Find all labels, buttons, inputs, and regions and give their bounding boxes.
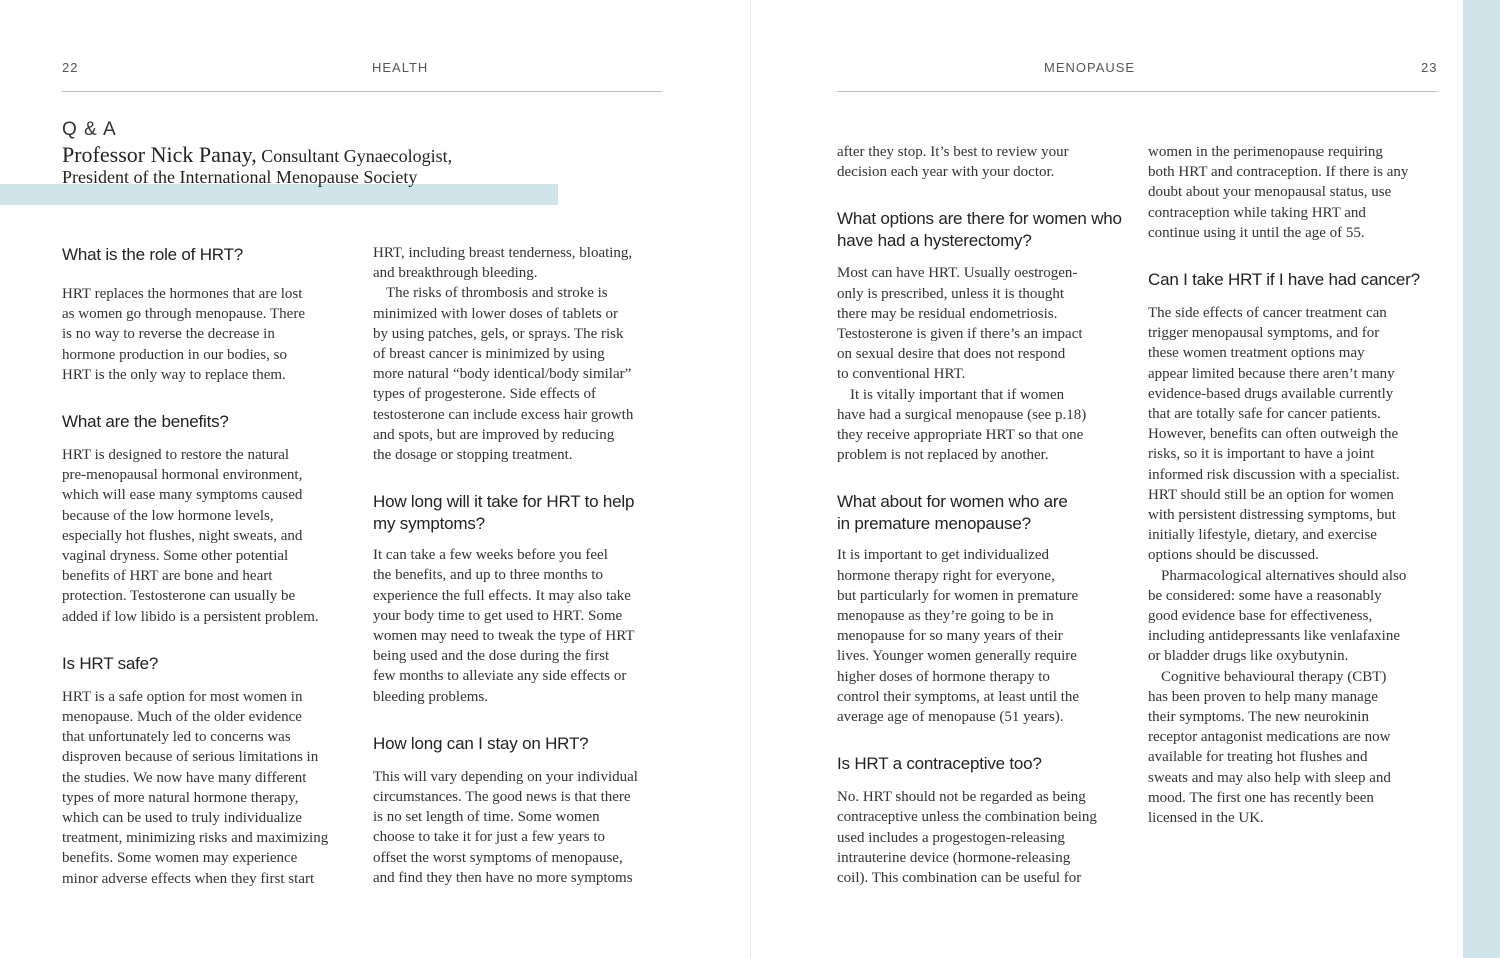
answer-paragraph: women in the perimenopause requiring both HRT and contraception. If there is any doubt about your menopausal status, use contraception while taking HRT and continue using it until the age of 55.	[1148, 144, 1409, 241]
interviewee-role: Consultant Gynaecologist,	[256, 146, 453, 166]
qa-label: Q & A	[62, 119, 117, 140]
question-heading: How long can I stay on HRT?	[373, 733, 589, 753]
answer-paragraph: Pharmacological alternatives should also be considered: some have a reasonably good evidence base for effectiveness, including antidepressants like venlafaxine or bladder drugs like oxybutynin.	[1148, 567, 1407, 665]
answer-paragraph: The side effects of cancer treatment can trigger menopausal symptoms, and for these women treatment options may appear limited because there aren’t many evidence-based drugs available currently that are totally safe for cancer patients. However, benefits can often outweigh the risks, so it is important to have a joint informed risk discussion with a specialist. HRT should still be an option for women with persistent distressing symptoms, but initially lifestyle, dietary, and exercise options should be discussed.	[1148, 305, 1400, 564]
left-header-rule	[62, 91, 662, 92]
question-heading: Is HRT safe?	[62, 653, 159, 673]
question-heading: What options are there for women who have had a hysterectomy?	[837, 209, 1122, 251]
answer-paragraph: The risks of thrombosis and stroke is minimized with lower doses of tablets or by using patches, gels, or sprays. The risk of breast cancer is minimized by using more natural “body identical/body similar” types of progesterone. Side effects of testosterone can include excess hair growth and spots, but are improved by reducing the dosage or stopping treatment.	[373, 285, 634, 464]
interviewee-line	[62, 142, 452, 168]
column-2	[373, 243, 673, 888]
column-1	[62, 244, 362, 889]
right-running-head: MENOPAUSE	[1044, 60, 1136, 75]
answer-paragraph: HRT replaces the hormones that are lost as women go through menopause. There is no way to reverse the decrease in hormone production in our bodies, so HRT is the only way to replace them.	[62, 286, 305, 383]
question-heading: What are the benefits?	[62, 412, 229, 432]
question-heading: How long will it take for HRT to help my symptoms?	[373, 492, 635, 534]
column-3	[837, 142, 1137, 888]
question-heading: What about for women who are in premature menopause?	[837, 492, 1068, 534]
answer-paragraph: Most can have HRT. Usually oestrogen- only is prescribed, unless it is thought there may be residual endometriosis. Testosterone is given if there’s an impact on sexual desire that does not respond to conventional HRT.	[837, 265, 1083, 383]
answer-paragraph: No. HRT should not be regarded as being contraceptive unless the combination being used includes a progestogen-releasing intrauterine device (hormone-releasing coil). This combination can be useful for	[837, 789, 1097, 887]
answer-paragraph: It is important to get individualized hormone therapy right for everyone, but particularly for women in premature menopause as they’re going to be in menopause for so many years of their lives. Younger women generally require higher doses of hormone therapy to control their symptoms, at least until the average age of menopause (51 years).	[837, 547, 1080, 726]
answer-paragraph: It is vitally important that if women have had a surgical menopause (see p.18) they receive appropriate HRT so that one problem is not replaced by another.	[837, 386, 1087, 464]
answer-paragraph: HRT is designed to restore the natural pre-menopausal hormonal environment, which will ease many symptoms caused because of the low hormone levels, especially hot flushes, night sweats, and vaginal dryness. Some other potential benefits of HRT are bone and heart protection. Testosterone can usually be added if low libido is a persistent problem.	[62, 447, 319, 625]
page-gutter	[750, 0, 751, 958]
answer-paragraph: Cognitive behavioural therapy (CBT) has been proven to help many manage their symptoms. The new neurokinin receptor antagonist medications are now available for treating hot flushes and sweats and may also help with sleep and mood. The first one has recently been licensed in the UK.	[1148, 668, 1391, 827]
left-running-head: HEALTH	[372, 60, 429, 75]
answer-paragraph: It can take a few weeks before you feel the benefits, and up to three months to experience the full effects. It may also take your body time to get used to HRT. Some women may need to tweak the type of HRT being used and the dose during the first few months to alleviate any side effects or bleeding problems.	[373, 547, 635, 705]
answer-paragraph: This will vary depending on your individual circumstances. The good news is that there is no set length of time. Some women choose to take it for just a few years to offset the worst symptoms of menopause, and find they then have no more symptoms	[373, 768, 638, 886]
page-edge-tab	[1463, 0, 1500, 958]
interviewee-name: Professor Nick Panay,	[62, 142, 257, 167]
right-page-number: 23	[1421, 60, 1438, 75]
question-heading: What is the role of HRT?	[62, 245, 244, 264]
answer-paragraph: HRT is a safe option for most women in menopause. Much of the older evidence that unfortunately led to concerns was disproven because of serious limitations in the studies. We now have many different types of more natural hormone therapy, which can be used to truly individualize treatment, minimizing risks and maximizing benefits. Some women may experience minor adverse effects when they first start	[62, 688, 329, 887]
answer-paragraph: HRT, including breast tenderness, bloating, and breakthrough bleeding.	[373, 245, 633, 282]
interviewee-position: President of the International Menopause Society	[62, 167, 418, 187]
left-page-number: 22	[62, 60, 79, 75]
column-4	[1148, 142, 1448, 828]
answer-paragraph: after they stop. It’s best to review your decision each year with your doctor.	[837, 144, 1069, 181]
question-heading: Is HRT a contraceptive too?	[837, 754, 1042, 774]
question-heading: Can I take HRT if I have had cancer?	[1148, 270, 1420, 290]
right-header-rule	[837, 91, 1437, 92]
